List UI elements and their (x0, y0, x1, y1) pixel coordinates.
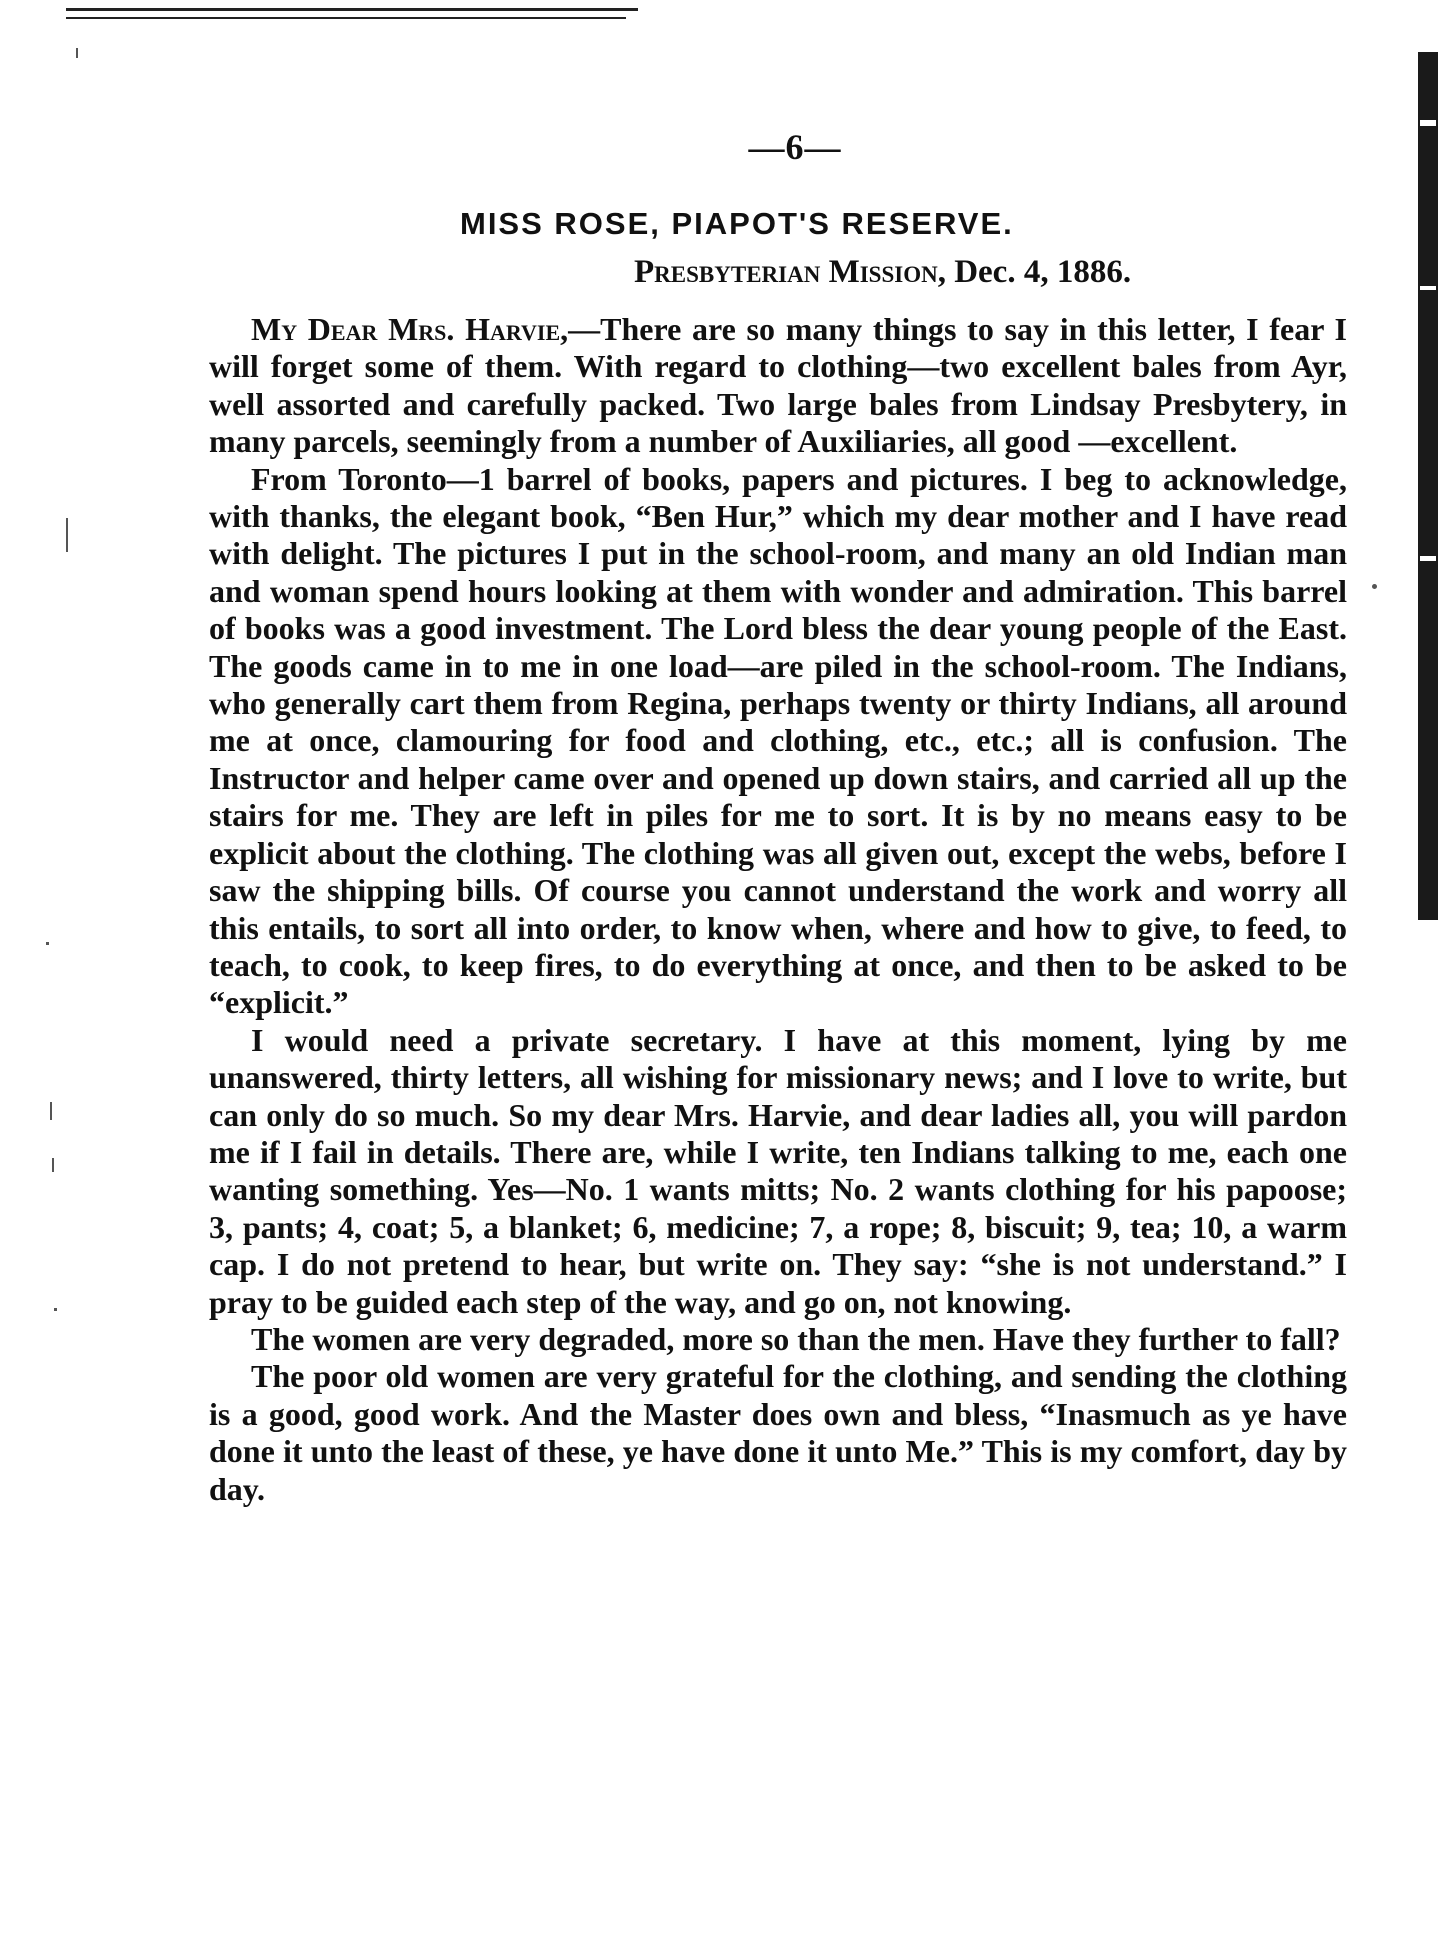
letter-paragraph: From Toronto—1 barrel of books, papers and pictures. I beg to acknowledge, with thanks, the elegant book, “Ben Hur,” which my dear mother and I have read with delight. The pictures I put in the school-room, and many an old Indian man and woman spend hours looking at them with wonder and admiration. This barrel of books was a good investment. The Lord bless the dear young people of the East. The goods came in to me in one load—are piled in the school-room. The Indians, who generally cart them from Regina, perhaps twenty or thirty Indians, all around me at once, clamouring for food and clothing, etc., etc.; all is confusion. The Instructor and helper came over and opened up down stairs, and carried all up the stairs for me. They are left in piles for me to sort. It is by no means easy to be explicit about the clothing. The clothing was all given out, except the webs, before I saw the shipping bills. Of course you cannot understand the work and worry all this entails, to sort all into order, to know when, where and how to give, to feed, to teach, to cook, to keep fires, to do everything at once, and then to be asked to be “explicit.” (209, 460, 1347, 1021)
dateline-date: Dec. 4, 1886. (945, 254, 1132, 290)
dateline-mission: Presbyterian Mission, (634, 254, 946, 290)
margin-speck (50, 1102, 52, 1120)
page-number: —6— (748, 127, 842, 167)
margin-speck (52, 1158, 54, 1172)
letter-paragraph (209, 311, 1347, 461)
letter-salutation: My Dear Mrs. Harvie, (251, 311, 569, 347)
letter-paragraph-text: —There are so many things to say in this letter, I fear I will forget some of them. With regard to clothing—two excellent bales from Ayr, well assorted and carefully packed. Two large bales from Lindsay Presbytery, in many parcels, seemingly from a number of Auxiliaries, all good —excellent. (209, 311, 1347, 460)
margin-speck (46, 942, 49, 945)
letter-paragraph: The poor old women are very grateful for the clothing, and sending the clothing is a good, good work. And the Master does own and bless, “Inasmuch as ye have done it unto the least of these, ye have done it unto Me.” This is my comfort, day by day. (209, 1358, 1347, 1507)
top-rule-second (66, 17, 626, 19)
margin-speck (76, 48, 78, 58)
binding-edge (1418, 52, 1438, 920)
margin-speck (66, 518, 68, 552)
dateline (634, 254, 1131, 291)
binding-edge-gap (1420, 556, 1436, 561)
margin-speck (1372, 584, 1377, 589)
letter-paragraph: I would need a private secretary. I have at this moment, lying by me unanswered, thirty letters, all wishing for missionary news; and I love to write, but can only do so much. So my dear Mrs. Harvie, and dear ladies all, you will pardon me if I fail in details. There are, while I write, ten Indians talking to me, each one wanting something. Yes—No. 1 wants mitts; No. 2 wants clothing for his papoose; 3, pants; 4, coat; 5, a blanket; 6, medicine; 7, a rope; 8, biscuit; 9, tea; 10, a warm cap. I do not pretend to hear, but write on. They say: “she is not understand.” I pray to be guided each step of the way, and go on, not knowing. (209, 1021, 1347, 1320)
top-rule (66, 8, 638, 11)
article-heading: MISS ROSE, PIAPOT'S RESERVE. (460, 206, 1014, 241)
margin-speck (54, 1308, 57, 1311)
binding-edge-gap (1420, 286, 1436, 290)
letter-body (209, 311, 1347, 1508)
letter-paragraph: The women are very degraded, more so than the men. Have they further to fall? (251, 1320, 1341, 1357)
